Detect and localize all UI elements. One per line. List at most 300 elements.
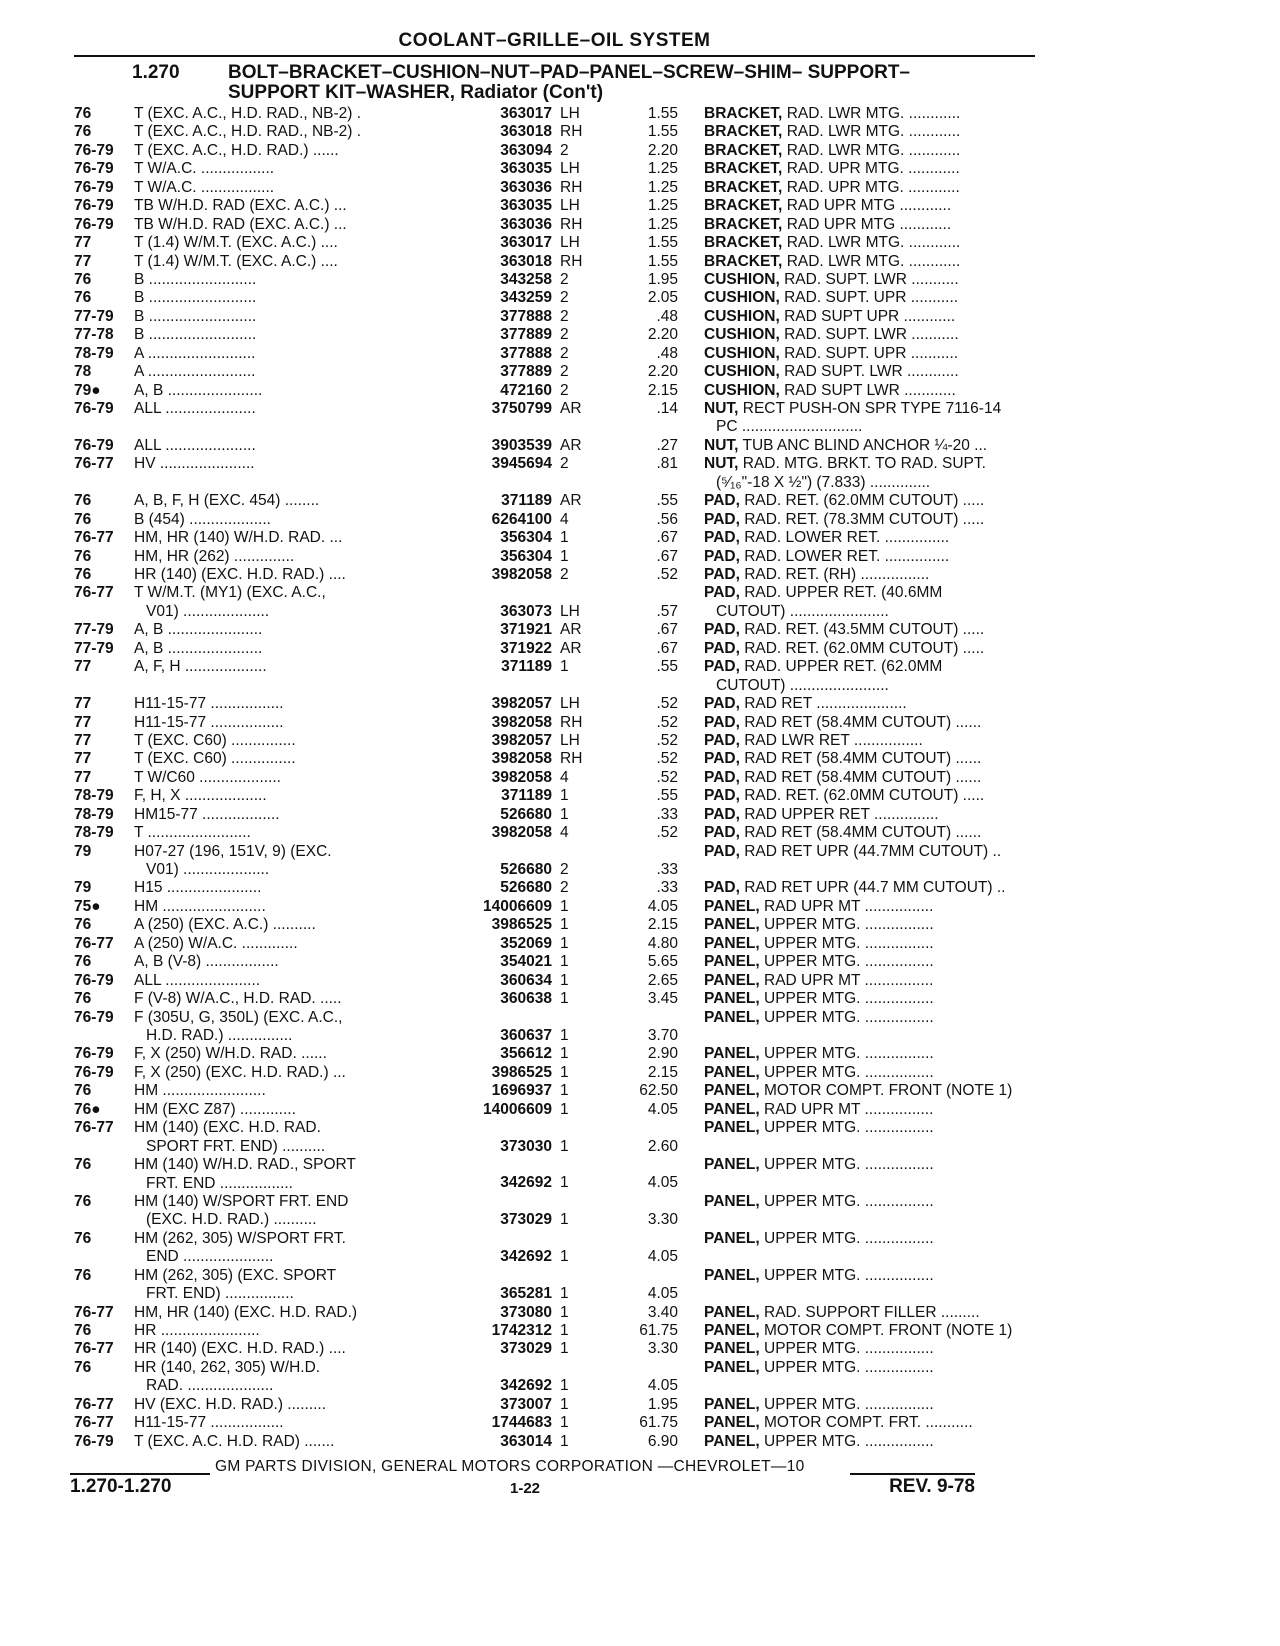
model-text: HM (EXC Z87) ............. xyxy=(134,1100,296,1118)
description-cell xyxy=(704,824,1049,842)
description-noun: CUSHION, xyxy=(704,289,780,307)
description-noun: BRACKET, xyxy=(704,178,783,196)
table-row xyxy=(70,1359,1035,1396)
section-title: COOLANT–GRILLE–OIL SYSTEM xyxy=(74,30,1035,57)
price-cell: 2.15 xyxy=(647,1063,678,1081)
year-cell: 77 xyxy=(74,750,92,768)
year-cell: 77 xyxy=(74,252,92,270)
table-row xyxy=(70,1396,1035,1414)
quantity-cell: 2 xyxy=(560,879,569,897)
price-cell: 1.55 xyxy=(647,252,678,270)
quantity-cell: 1 xyxy=(560,787,569,805)
price-cell: .52 xyxy=(656,695,678,713)
description-text: UPPER MTG. ................ xyxy=(764,934,934,952)
year-cell: 76 xyxy=(74,1082,92,1100)
table-row xyxy=(70,234,1035,252)
table-row xyxy=(70,492,1035,510)
part-number-cell: 1742312 xyxy=(491,1322,552,1340)
description-text: RAD UPR MT ................ xyxy=(764,971,934,989)
description-text: RAD. LWR MTG. ............ xyxy=(786,252,961,270)
table-row xyxy=(70,1101,1035,1119)
part-number-cell: 3982058 xyxy=(491,768,552,786)
quantity-cell: LH xyxy=(560,234,580,252)
description-noun: BRACKET, xyxy=(704,160,783,178)
description-cell xyxy=(704,363,1049,381)
description-text: RAD. SUPT. UPR ........... xyxy=(784,344,959,362)
table-row xyxy=(70,216,1035,234)
quantity-cell: AR xyxy=(560,436,582,454)
model-text: A, B ...................... xyxy=(134,381,263,399)
model-text: HM, HR (140) W/H.D. RAD. ... xyxy=(134,529,343,547)
model-text-cont: FRT. END ................. xyxy=(146,1174,293,1192)
part-number-cell: 1744683 xyxy=(491,1414,552,1432)
part-number-cell: 363073 xyxy=(500,602,552,620)
model-text: H11-15-77 ................. xyxy=(134,695,284,713)
part-number-cell: 356612 xyxy=(500,1045,552,1063)
quantity-cell: 2 xyxy=(560,565,569,583)
quantity-cell: 1 xyxy=(560,1063,569,1081)
model-text: ALL ..................... xyxy=(134,436,256,454)
model-text: HR ....................... xyxy=(134,1322,260,1340)
model-text: HM (262, 305) (EXC. SPORT xyxy=(134,1266,337,1284)
description-text: RAD. LWR MTG. ............ xyxy=(786,141,961,159)
price-cell: 4.80 xyxy=(647,934,678,952)
table-row xyxy=(70,1009,1035,1046)
description-cell xyxy=(704,953,1049,971)
footer-section-range: 1.270-1.270 xyxy=(70,1476,172,1497)
part-number-cell: 371189 xyxy=(501,658,552,676)
table-row xyxy=(70,1082,1035,1100)
table-row xyxy=(70,769,1035,787)
part-number-cell: 363094 xyxy=(500,141,552,159)
part-number-cell: 526680 xyxy=(500,879,552,897)
description-cell xyxy=(704,714,1049,732)
price-cell: .27 xyxy=(656,436,678,454)
price-cell: 3.30 xyxy=(647,1211,678,1229)
description-noun: CUSHION, xyxy=(704,363,780,381)
description-cell xyxy=(704,972,1049,990)
description-cell xyxy=(704,326,1049,344)
table-row xyxy=(70,750,1035,768)
year-cell: 79 xyxy=(74,879,92,897)
description-cell xyxy=(704,289,1049,307)
price-cell: 3.40 xyxy=(647,1303,678,1321)
part-number-cell: 342692 xyxy=(500,1377,552,1395)
year-cell: 76-77 xyxy=(74,934,114,952)
description-text: UPPER MTG. ................ xyxy=(764,1119,934,1137)
part-number-cell: 14006609 xyxy=(483,897,552,915)
price-cell: 2.20 xyxy=(647,326,678,344)
description-cell xyxy=(704,584,1049,621)
model-text: HM (140) W/H.D. RAD., SPORT xyxy=(134,1156,356,1174)
footer-rule-left xyxy=(70,1473,210,1475)
price-cell: 2.65 xyxy=(647,971,678,989)
group-title-suffix: Radiator (Con't) xyxy=(460,82,604,103)
price-cell: .14 xyxy=(656,400,678,417)
group-number: 1.270 xyxy=(132,62,180,83)
part-number-cell: 14006609 xyxy=(483,1100,552,1118)
year-cell: 76 xyxy=(74,1229,92,1247)
description-noun: PANEL, xyxy=(704,953,760,971)
quantity-cell: 1 xyxy=(560,1211,569,1229)
model-text: A, B (V-8) ................. xyxy=(134,953,279,971)
quantity-cell: 2 xyxy=(560,270,569,288)
footer-publisher: GM PARTS DIVISION, GENERAL MOTORS CORPORATION —CHEVROLET—10 xyxy=(215,1458,805,1475)
part-number-cell: 3982058 xyxy=(491,713,552,731)
year-cell: 76● xyxy=(74,1100,101,1118)
description-text: RAD. UPR MTG. ............ xyxy=(786,160,960,178)
description-cell xyxy=(704,1156,1049,1174)
description-noun: CUSHION, xyxy=(704,270,780,288)
description-text: UPPER MTG. ................ xyxy=(764,1395,934,1413)
part-number-cell: 356304 xyxy=(500,547,552,565)
quantity-cell: 2 xyxy=(560,381,569,399)
quantity-cell: LH xyxy=(560,731,580,749)
table-row xyxy=(70,1322,1035,1340)
description-noun: PAD, xyxy=(704,547,740,565)
footer-revision: REV. 9-78 xyxy=(889,1476,975,1497)
year-cell: 76-77 xyxy=(74,529,114,547)
part-number-cell: 363035 xyxy=(500,197,552,215)
year-cell: 78-79 xyxy=(74,344,114,362)
quantity-cell: 1 xyxy=(560,1026,569,1044)
description-noun: PANEL, xyxy=(704,1303,760,1321)
part-number-cell: 360637 xyxy=(500,1026,552,1044)
quantity-cell: RH xyxy=(560,123,583,141)
description-noun: PANEL, xyxy=(704,1358,760,1376)
description-cell xyxy=(704,990,1049,1008)
description-text: UPPER MTG. ................ xyxy=(764,1008,934,1026)
quantity-cell: 2 xyxy=(560,307,569,325)
description-cell xyxy=(704,621,1049,639)
quantity-cell: 1 xyxy=(560,529,569,547)
model-text: T (1.4) W/M.T. (EXC. A.C.) .... xyxy=(134,252,338,270)
year-cell: 76 xyxy=(74,547,92,565)
description-noun: PAD, xyxy=(704,621,740,639)
price-cell: 4.05 xyxy=(647,1248,678,1266)
year-cell: 76-79 xyxy=(74,1008,114,1026)
quantity-cell: 1 xyxy=(560,934,569,952)
description-noun: PAD, xyxy=(704,768,740,786)
quantity-cell: 1 xyxy=(560,1377,569,1395)
quantity-cell: 1 xyxy=(560,805,569,823)
quantity-cell: RH xyxy=(560,178,583,196)
description-noun: BRACKET, xyxy=(704,234,783,252)
price-cell: 4.05 xyxy=(647,1100,678,1118)
model-text: T (EXC. A.C., H.D. RAD., NB-2) . xyxy=(134,123,362,141)
year-cell: 75● xyxy=(74,897,101,915)
table-row xyxy=(70,400,1035,437)
part-number-cell: 363018 xyxy=(500,123,552,141)
description-cell xyxy=(704,1193,1049,1211)
quantity-cell: 1 xyxy=(560,1414,569,1432)
part-number-cell: 472160 xyxy=(500,381,552,399)
table-row xyxy=(70,326,1035,344)
description-text-cont: CUTOUT) ....................... xyxy=(716,602,889,620)
part-number-cell: 3903539 xyxy=(491,436,552,454)
model-text-cont: (EXC. H.D. RAD.) .......... xyxy=(146,1211,317,1229)
catalog-page xyxy=(70,30,1035,1451)
description-cell xyxy=(704,492,1049,510)
description-cell xyxy=(704,1304,1049,1322)
table-row xyxy=(70,105,1035,123)
price-cell: .52 xyxy=(656,750,678,768)
quantity-cell: 1 xyxy=(560,1395,569,1413)
footer-page-number: 1-22 xyxy=(510,1480,541,1497)
model-text: F, X (250) W/H.D. RAD. ...... xyxy=(134,1045,327,1063)
quantity-cell: 2 xyxy=(560,455,569,473)
part-number-cell: 363036 xyxy=(500,178,552,196)
description-cell xyxy=(704,529,1049,547)
model-text: T (1.4) W/M.T. (EXC. A.C.) .... xyxy=(134,234,338,252)
description-noun: PAD, xyxy=(704,510,740,528)
price-cell: 2.20 xyxy=(647,141,678,159)
quantity-cell: AR xyxy=(560,492,582,510)
quantity-cell: 2 xyxy=(560,363,569,381)
description-noun: PANEL, xyxy=(704,1414,760,1432)
description-noun: CUSHION, xyxy=(704,326,780,344)
price-cell: .55 xyxy=(656,492,678,510)
description-cell xyxy=(704,916,1049,934)
price-cell: 61.75 xyxy=(639,1414,678,1432)
description-text: MOTOR COMPT. FRONT (NOTE 1) xyxy=(764,1322,1013,1340)
table-row xyxy=(70,1230,1035,1267)
table-row xyxy=(70,843,1035,880)
description-noun: PANEL, xyxy=(704,1322,760,1340)
year-cell: 76-77 xyxy=(74,1119,114,1137)
description-cell xyxy=(704,197,1049,215)
model-text: HR (140) (EXC. H.D. RAD.) .... xyxy=(134,565,346,583)
model-text: A (250) (EXC. A.C.) .......... xyxy=(134,916,316,934)
table-row xyxy=(70,566,1035,584)
description-noun: PANEL, xyxy=(704,1156,760,1174)
year-cell: 76-79 xyxy=(74,1045,114,1063)
year-cell: 76 xyxy=(74,990,92,1008)
model-text: B ......................... xyxy=(134,326,257,344)
part-number-cell: 377889 xyxy=(500,326,552,344)
price-cell: .52 xyxy=(656,565,678,583)
description-text: RAD RET (58.4MM CUTOUT) ...... xyxy=(744,768,982,786)
price-cell: 5.65 xyxy=(647,953,678,971)
part-number-cell: 373029 xyxy=(500,1211,552,1229)
description-noun: PANEL, xyxy=(704,1432,760,1450)
description-text: RAD UPR MT ................ xyxy=(764,1100,934,1118)
table-row xyxy=(70,345,1035,363)
table-row xyxy=(70,916,1035,934)
year-cell: 77-79 xyxy=(74,307,114,325)
price-cell: .56 xyxy=(656,510,678,528)
description-noun: PANEL, xyxy=(704,971,760,989)
part-number-cell: 373080 xyxy=(500,1303,552,1321)
description-cell xyxy=(704,843,1049,861)
year-cell: 77-78 xyxy=(74,326,114,344)
description-cell xyxy=(704,1230,1049,1248)
part-number-cell: 373029 xyxy=(500,1340,552,1358)
description-cell xyxy=(704,787,1049,805)
model-text: HM ........................ xyxy=(134,1082,266,1100)
price-cell: 1.55 xyxy=(647,123,678,141)
price-cell: 1.25 xyxy=(647,160,678,178)
description-text: RAD LWR RET ................ xyxy=(744,731,923,749)
model-text: T W/M.T. (MY1) (EXC. A.C., xyxy=(134,584,326,602)
description-text: RAD. LOWER RET. ............... xyxy=(744,547,950,565)
year-cell: 76-79 xyxy=(74,971,114,989)
price-cell: 2.20 xyxy=(647,363,678,381)
part-number-cell: 363017 xyxy=(500,234,552,252)
description-cell xyxy=(704,1064,1049,1082)
description-text: RAD. RET. (62.0MM CUTOUT) ..... xyxy=(744,492,985,510)
quantity-cell: 1 xyxy=(560,658,569,676)
model-text: ALL ..................... xyxy=(134,400,256,417)
table-row xyxy=(70,308,1035,326)
price-cell: 2.60 xyxy=(647,1137,678,1155)
description-noun: BRACKET, xyxy=(704,215,783,233)
quantity-cell: 1 xyxy=(560,953,569,971)
year-cell: 78-79 xyxy=(74,824,114,842)
quantity-cell: RH xyxy=(560,713,583,731)
description-text: UPPER MTG. ................ xyxy=(764,1045,934,1063)
table-row xyxy=(70,511,1035,529)
price-cell: 1.55 xyxy=(647,234,678,252)
description-noun: PAD, xyxy=(704,805,740,823)
part-number-cell: 363018 xyxy=(500,252,552,270)
quantity-cell: 4 xyxy=(560,510,569,528)
model-text-cont: END ..................... xyxy=(146,1248,274,1266)
price-cell: 6.90 xyxy=(647,1432,678,1450)
year-cell: 77 xyxy=(74,695,92,713)
description-cell xyxy=(704,216,1049,234)
price-cell: 1.95 xyxy=(647,1395,678,1413)
description-cell xyxy=(704,308,1049,326)
model-text-cont: RAD. .................... xyxy=(146,1377,274,1395)
table-row xyxy=(70,1414,1035,1432)
part-number-cell: 342692 xyxy=(500,1174,552,1192)
part-number-cell: 363017 xyxy=(500,105,552,122)
quantity-cell: 4 xyxy=(560,824,569,842)
quantity-cell: 1 xyxy=(560,971,569,989)
description-cell xyxy=(704,898,1049,916)
description-noun: PAD, xyxy=(704,695,740,713)
price-cell: 4.05 xyxy=(647,1377,678,1395)
model-text: HV (EXC. H.D. RAD.) ......... xyxy=(134,1395,327,1413)
table-row xyxy=(70,1304,1035,1322)
part-number-cell: 3982058 xyxy=(491,750,552,768)
model-text: HM, HR (262) .............. xyxy=(134,547,295,565)
model-text: T ........................ xyxy=(134,824,251,842)
year-cell: 78 xyxy=(74,363,92,381)
quantity-cell: 2 xyxy=(560,861,569,878)
year-cell: 77-79 xyxy=(74,621,114,639)
description-text: RAD RET (58.4MM CUTOUT) ...... xyxy=(744,824,982,842)
table-row xyxy=(70,455,1035,492)
description-cell xyxy=(704,455,1049,492)
description-noun: PAD, xyxy=(704,492,740,510)
description-text: UPPER MTG. ................ xyxy=(764,1063,934,1081)
description-noun: BRACKET, xyxy=(704,141,783,159)
table-row xyxy=(70,953,1035,971)
quantity-cell: 1 xyxy=(560,990,569,1008)
quantity-cell: AR xyxy=(560,400,582,417)
price-cell: .33 xyxy=(656,805,678,823)
table-row xyxy=(70,621,1035,639)
table-row xyxy=(70,824,1035,842)
price-cell: .33 xyxy=(656,861,678,878)
description-noun: PAD, xyxy=(704,731,740,749)
price-cell: .67 xyxy=(656,547,678,565)
description-cell xyxy=(704,1101,1049,1119)
description-cell xyxy=(704,806,1049,824)
description-text: UPPER MTG. ................ xyxy=(764,1358,934,1376)
description-text: RAD. SUPPORT FILLER ......... xyxy=(764,1303,980,1321)
quantity-cell: RH xyxy=(560,252,583,270)
group-header xyxy=(70,63,1035,103)
part-number-cell: 356304 xyxy=(500,529,552,547)
year-cell: 76-79 xyxy=(74,1432,114,1450)
description-text: UPPER MTG. ................ xyxy=(764,1340,934,1358)
quantity-cell: AR xyxy=(560,621,582,639)
price-cell: 4.05 xyxy=(647,1174,678,1192)
year-cell: 76 xyxy=(74,1322,92,1340)
description-text: RECT PUSH-ON SPR TYPE 7116-14 xyxy=(742,400,1002,417)
model-text: T (EXC. A.C. H.D. RAD) ....... xyxy=(134,1432,335,1450)
description-cell xyxy=(704,1267,1049,1285)
price-cell: .57 xyxy=(656,602,678,620)
year-cell: 76 xyxy=(74,105,92,122)
part-number-cell: 360638 xyxy=(500,990,552,1008)
description-cell xyxy=(704,160,1049,178)
description-cell xyxy=(704,548,1049,566)
description-text: RAD. RET. (43.5MM CUTOUT) ..... xyxy=(744,621,985,639)
year-cell: 76 xyxy=(74,510,92,528)
quantity-cell: 1 xyxy=(560,1082,569,1100)
description-noun: PAD, xyxy=(704,639,740,657)
table-row xyxy=(70,714,1035,732)
description-text-cont: (⁵⁄₁₆"-18 X ½") (7.833) .............. xyxy=(716,473,931,491)
table-row xyxy=(70,253,1035,271)
description-text: UPPER MTG. ................ xyxy=(764,1192,934,1210)
quantity-cell: 2 xyxy=(560,326,569,344)
model-text: T (EXC. A.C., H.D. RAD.) ...... xyxy=(134,141,339,159)
part-number-cell: 3986525 xyxy=(491,916,552,934)
description-noun: PAD, xyxy=(704,824,740,842)
year-cell: 77 xyxy=(74,234,92,252)
group-title xyxy=(228,63,988,103)
price-cell: 3.45 xyxy=(647,990,678,1008)
description-cell xyxy=(704,271,1049,289)
year-cell: 76 xyxy=(74,289,92,307)
part-number-cell: 363036 xyxy=(500,215,552,233)
description-text: UPPER MTG. ................ xyxy=(764,1229,934,1247)
price-cell: 2.15 xyxy=(647,916,678,934)
price-cell: .67 xyxy=(656,639,678,657)
year-cell: 76 xyxy=(74,270,92,288)
model-text-cont: FRT. END) ................ xyxy=(146,1285,294,1303)
year-cell: 76 xyxy=(74,1266,92,1284)
model-text: T W/C60 ................... xyxy=(134,768,281,786)
model-text: T (EXC. C60) ............... xyxy=(134,750,296,768)
description-cell xyxy=(704,1322,1049,1340)
price-cell: .48 xyxy=(656,307,678,325)
description-noun: PANEL, xyxy=(704,1045,760,1063)
description-cell xyxy=(704,1414,1049,1432)
model-text: HR (140, 262, 305) W/H.D. xyxy=(134,1358,321,1376)
description-cell xyxy=(704,400,1049,437)
description-noun: PANEL, xyxy=(704,1082,760,1100)
description-text: UPPER MTG. ................ xyxy=(764,990,934,1008)
description-noun: NUT, xyxy=(704,455,739,473)
description-cell xyxy=(704,935,1049,953)
price-cell: 2.90 xyxy=(647,1045,678,1063)
